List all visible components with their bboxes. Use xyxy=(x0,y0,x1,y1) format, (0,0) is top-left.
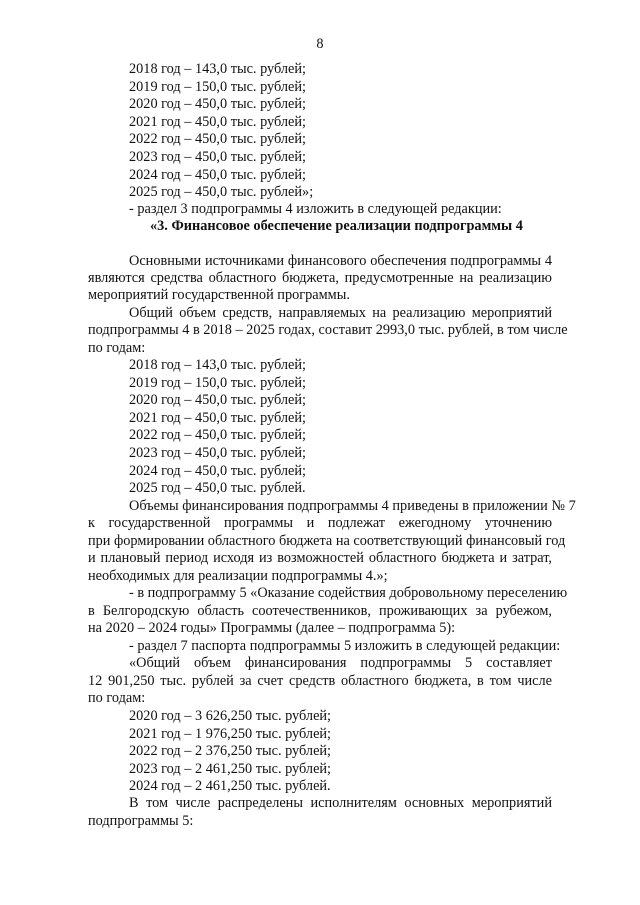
paragraph-line: - в подпрограмму 5 «Оказание содействия добровольному переселению xyxy=(129,585,568,601)
list-item: 2019 год – 150,0 тыс. рублей; xyxy=(129,78,307,95)
list-item: 2021 год – 450,0 тыс. рублей; xyxy=(129,113,307,130)
paragraph-line: на 2020 – 2024 годы» Программы (далее – подпрограмма 5): xyxy=(88,620,456,636)
funding-by-year-list xyxy=(129,708,331,796)
list-item: 2024 год – 450,0 тыс. рублей; xyxy=(129,166,307,183)
section-heading: «3. Финансовое обеспечение реализации подпрограммы 4 xyxy=(150,218,523,234)
list-item: 2022 год – 450,0 тыс. рублей; xyxy=(129,131,307,148)
list-item: 2019 год – 150,0 тыс. рублей; xyxy=(129,374,307,391)
paragraph-line: Основными источниками финансового обеспечения подпрограммы 4 xyxy=(129,253,552,269)
list-item: 2020 год – 450,0 тыс. рублей; xyxy=(129,392,307,409)
list-item: 2021 год – 450,0 тыс. рублей; xyxy=(129,409,307,426)
paragraph-line: В том числе распределены исполнителям основных мероприятий xyxy=(129,795,552,811)
funding-by-year-list xyxy=(129,357,306,498)
list-item: 2020 год – 3 626,250 тыс. рублей; xyxy=(129,708,332,724)
paragraph-line: «Общий объем финансирования подпрограммы 5 составляет xyxy=(129,655,552,671)
paragraph-line: Общий объем средств, направляемых на реализацию мероприятий xyxy=(129,305,552,321)
list-item: 2018 год – 143,0 тыс. рублей; xyxy=(129,357,307,373)
instruction-line: - раздел 3 подпрограммы 4 изложить в следующей редакции: xyxy=(129,201,502,217)
list-item: 2025 год – 450,0 тыс. рублей. xyxy=(129,480,306,497)
list-item: 2023 год – 2 461,250 тыс. рублей; xyxy=(129,760,332,777)
list-item: 2018 год – 143,0 тыс. рублей; xyxy=(129,61,307,77)
paragraph-line: подпрограммы 5: xyxy=(88,813,194,829)
list-item: 2024 год – 2 461,250 тыс. рублей. xyxy=(129,778,331,795)
funding-by-year-list xyxy=(129,61,313,202)
paragraph-line: и плановый период исходя из возможностей областного бюджета и затрат, xyxy=(88,550,552,566)
paragraph-line: в Белгородскую область соотечественников, проживающих за рубежом, xyxy=(88,603,552,619)
paragraph-line: 12 901,250 тыс. рублей за счет средств областного бюджета, в том числе xyxy=(88,673,552,689)
paragraph-line: по годам: xyxy=(88,340,146,356)
paragraph-line: к государственной программы и подлежат ежегодному уточнению xyxy=(88,515,552,531)
paragraph-line: подпрограммы 4 в 2018 – 2025 годах, составит 2993,0 тыс. рублей, в том числе xyxy=(88,322,568,338)
paragraph-line: необходимых для реализации подпрограммы 4.»; xyxy=(88,568,388,584)
paragraph-line: по годам: xyxy=(88,690,146,706)
paragraph-line: Объемы финансирования подпрограммы 4 приведены в приложении № 7 xyxy=(129,498,576,514)
paragraph-line: являются средства областного бюджета, предусмотренные на реализацию xyxy=(88,270,552,286)
instruction-line: - раздел 7 паспорта подпрограммы 5 изложить в следующей редакции: xyxy=(129,638,561,654)
list-item: 2020 год – 450,0 тыс. рублей; xyxy=(129,96,307,113)
list-item: 2022 год – 450,0 тыс. рублей; xyxy=(129,427,307,444)
paragraph-line: мероприятий государственной программы. xyxy=(88,287,350,303)
paragraph-line: при формировании областного бюджета на соответствующий финансовый год xyxy=(88,533,566,549)
list-item: 2023 год – 450,0 тыс. рублей; xyxy=(129,148,307,165)
list-item: 2021 год – 1 976,250 тыс. рублей; xyxy=(129,725,332,742)
page-number: 8 xyxy=(316,36,324,52)
list-item: 2023 год – 450,0 тыс. рублей; xyxy=(129,444,307,461)
list-item: 2022 год – 2 376,250 тыс. рублей; xyxy=(129,743,332,760)
list-item: 2024 год – 450,0 тыс. рублей; xyxy=(129,462,307,479)
list-item: 2025 год – 450,0 тыс. рублей»; xyxy=(129,184,314,201)
